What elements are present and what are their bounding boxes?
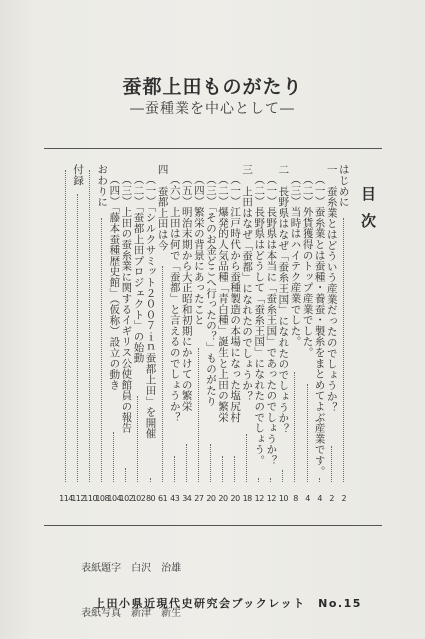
toc-entry-title: （二）長野県はどうして「蚕糸王国」になれたのでしょう。 — [253, 174, 266, 466]
toc-page-number: 18 — [242, 494, 252, 503]
toc-entry — [132, 164, 144, 504]
toc-page-number: 61 — [158, 494, 168, 503]
toc-entry-title: （三）「そのお金どこへ行ったの？」ものがたり — [204, 174, 217, 407]
toc-entry-title: 三 上田はなぜ「蚕都」になれたのでしょうか？ — [241, 164, 254, 402]
toc-entry — [60, 164, 72, 504]
toc-page-number: 12 — [254, 494, 264, 503]
toc-leader-dots — [150, 478, 151, 482]
toc-page-number: 110 — [83, 494, 98, 503]
credit-label: 表紙写真 — [81, 608, 122, 619]
toc-page-number: 43 — [170, 494, 180, 503]
toc-entry-title: （五）明治末期から大正昭和初期にかけての繁栄 — [180, 174, 193, 412]
toc-entry-title: （四）「藤本蚕種歴史館」（仮称）設立の動き — [108, 174, 121, 391]
credit-name: 新津 新生 — [131, 608, 182, 619]
toc-leader-dots — [282, 470, 283, 482]
toc-page-number: 108 — [95, 494, 110, 503]
toc-leader-dots — [343, 218, 344, 482]
series-number: No.15 — [318, 597, 362, 610]
toc-page-number: 2 — [329, 494, 335, 503]
toc-entry — [277, 164, 289, 504]
toc-leader-dots — [222, 456, 223, 482]
toc-entry-title: （二）爆発的人気品種「青白種」誕生と上田の繁栄 — [217, 174, 230, 423]
toc-leader-dots — [258, 478, 259, 482]
toc-leader-dots — [270, 478, 271, 482]
toc-entry — [72, 164, 84, 504]
toc-page-number: 20 — [230, 494, 240, 503]
toc-entry — [217, 164, 229, 504]
toc-entry — [205, 164, 217, 504]
credit-row — [62, 546, 181, 591]
toc-entry-title: （一）「シルクサミット２００７ｉｎ蚕都上田」を開催 — [144, 174, 157, 439]
toc-leader-dots — [162, 266, 163, 482]
toc-leader-dots — [210, 444, 211, 482]
toc-page-number: 12 — [266, 494, 276, 503]
toc-leader-dots — [331, 446, 332, 482]
toc-entry — [181, 164, 193, 504]
toc-leader-dots — [319, 478, 320, 482]
toc-entry-title: 二 長野県はなぜ「蚕糸王国」になれたのでしょうか？ — [277, 164, 290, 434]
toc-leader-dots — [137, 396, 138, 482]
toc-entry-title: （三）上田の蚕糸業に関するイギリス公使館員の報告 — [120, 174, 133, 434]
toc-entry — [229, 164, 241, 504]
toc-entry — [84, 164, 96, 504]
toc-entry-title: （一）蚕糸業とは蚕種・養蚕・製糸をまとめてよぶ産業です。 — [313, 174, 326, 477]
toc-entry-title: 付録 — [72, 164, 85, 186]
toc-entry — [265, 164, 277, 504]
toc-entry — [145, 164, 157, 504]
toc-entry — [157, 164, 169, 504]
toc-entry — [241, 164, 253, 504]
toc-entry-title: （一）江戸時代から蚕種製造の本場になった塩尻村 — [229, 174, 242, 423]
page-subtitle: ―蚕種業を中心として― — [130, 101, 295, 117]
toc-page-number: 10 — [278, 494, 288, 503]
toc-page-number: 2 — [341, 494, 347, 503]
toc-page-number: 34 — [182, 494, 192, 503]
credit-label: 表紙題字 — [81, 563, 122, 574]
toc-entry — [120, 164, 132, 504]
toc-entry — [96, 164, 108, 504]
credit-name: 白沢 治雄 — [131, 563, 182, 574]
toc-entry — [169, 164, 181, 504]
toc-leader-dots — [101, 218, 102, 482]
toc-page-number: 104 — [107, 494, 122, 503]
page-title: 蚕都上田ものがたり — [122, 76, 303, 98]
toc-page-number: 4 — [317, 494, 322, 503]
toc-heading: 目次 — [359, 186, 377, 240]
toc-entry-title: はじめに — [337, 164, 350, 208]
toc-entry — [193, 164, 205, 504]
toc-entry — [338, 164, 350, 504]
toc-entry-title: （二）外貨獲得のトップ産業でした。 — [301, 174, 314, 358]
toc-page-number: 102 — [131, 494, 146, 503]
toc-entry-title: （六）上田は何で「蚕都」と言えるのでしょうか？ — [168, 174, 181, 423]
toc-page-number: 102 — [119, 494, 134, 503]
toc-page-number: 80 — [145, 494, 156, 503]
series-footer — [94, 595, 362, 611]
toc-page-number: 8 — [293, 494, 298, 503]
toc-entry — [108, 164, 120, 504]
top-divider — [44, 148, 382, 149]
toc-leader-dots — [89, 170, 90, 482]
credits — [62, 546, 181, 636]
toc-page-number: 114 — [59, 494, 73, 503]
toc-page-number: 20 — [206, 494, 216, 503]
table-of-contents — [60, 164, 350, 504]
toc-entry-title: 一 蚕糸業とはどういう産業だったのでしょうか？ — [325, 164, 338, 413]
toc-entry — [302, 164, 314, 504]
toc-page-number: 4 — [305, 494, 310, 503]
toc-entry-title: （二）「蚕都上田プロジェクト」の始動 — [132, 174, 145, 364]
toc-entry-title: （三）当時はハイテク産業でした。 — [289, 174, 302, 347]
toc-leader-dots — [294, 372, 295, 482]
toc-entry — [289, 164, 301, 504]
toc-entry-title: （四）繁栄の背景にあったこと — [192, 174, 205, 326]
toc-page-number: 112 — [71, 494, 85, 503]
toc-entry-title: おわりに — [96, 164, 109, 208]
toc-leader-dots — [186, 444, 187, 482]
toc-leader-dots — [234, 456, 235, 482]
series-title: 上田小県近現代史研究会ブックレット — [94, 597, 306, 610]
toc-page-number: 27 — [194, 494, 204, 503]
toc-leader-dots — [174, 456, 175, 482]
toc-leader-dots — [77, 194, 78, 482]
toc-leader-dots — [65, 170, 66, 482]
bottom-divider — [44, 525, 382, 526]
toc-entry-title: 四 蚕都上田は今 — [156, 164, 169, 251]
toc-page-number: 20 — [218, 494, 228, 503]
toc-leader-dots — [198, 348, 199, 482]
toc-leader-dots — [307, 384, 308, 482]
toc-leader-dots — [113, 432, 114, 482]
toc-entry-title: （一）長野県は本当に「蚕糸王国」であったのでしょうか？ — [265, 174, 278, 466]
toc-leader-dots — [125, 468, 126, 482]
toc-entry — [326, 164, 338, 504]
toc-entry — [253, 164, 265, 504]
toc-leader-dots — [246, 434, 247, 482]
toc-entry — [314, 164, 326, 504]
